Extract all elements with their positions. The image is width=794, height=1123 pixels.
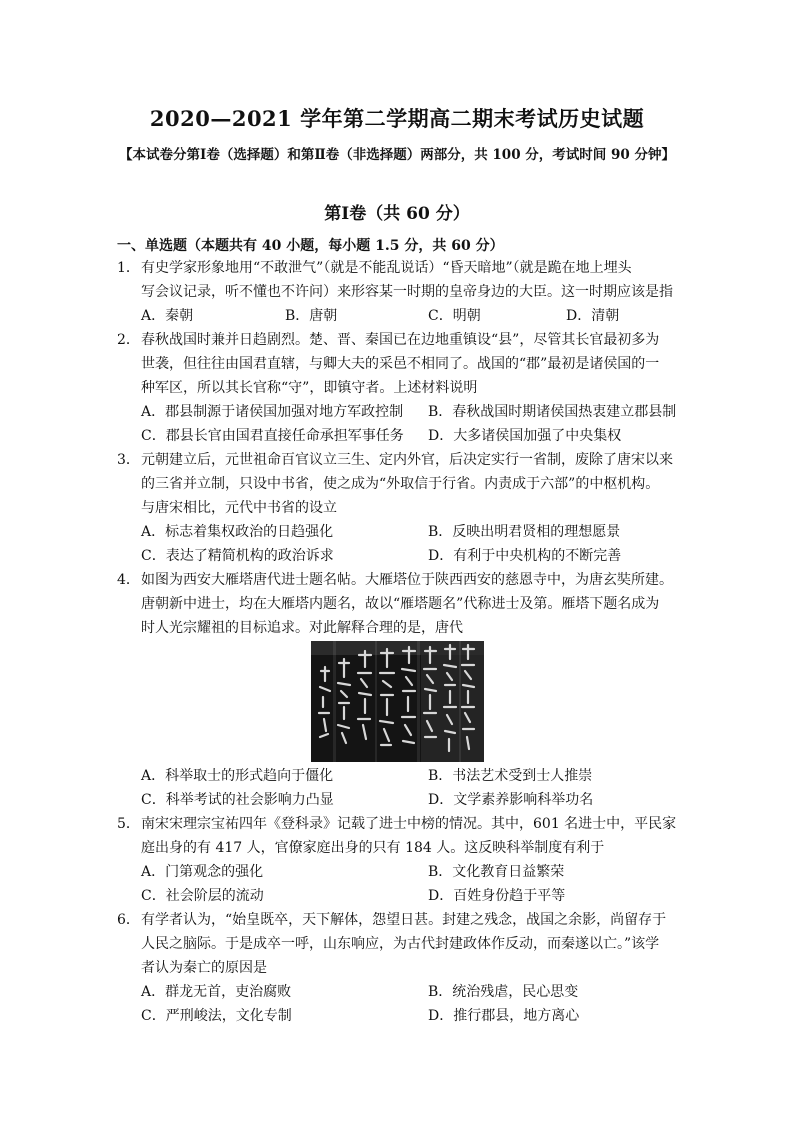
question-2-option-b[interactable]: B．春秋战国时期诸侯国热衷建立郡县制 xyxy=(428,404,677,420)
question-5-line-1 xyxy=(117,815,676,833)
question-6-line-1 xyxy=(117,911,666,929)
question-number: 5． xyxy=(117,816,140,832)
question-text: 有学者认为，“始皇既卒，天下解体，怨望日甚。封建之残念，战国之余影，尚留存于 xyxy=(141,912,667,928)
question-4-line-1 xyxy=(117,571,673,589)
question-3-option-d[interactable]: D．有利于中央机构的不断完善 xyxy=(428,548,622,564)
question-4-option-c[interactable]: C．科举考试的社会影响力凸显 xyxy=(141,792,334,808)
question-3-option-a[interactable]: A．标志着集权政治的日趋强化 xyxy=(141,524,334,540)
question-3-line-3: 与唐宋相比，元代中书省的设立 xyxy=(141,500,337,516)
question-6-line-3: 者认为秦亡的原因是 xyxy=(141,960,267,976)
part-title: 第Ⅰ卷（共 60 分） xyxy=(324,204,470,224)
question-1-option-d[interactable]: D．清朝 xyxy=(566,308,620,324)
question-3-line-1 xyxy=(117,451,673,469)
question-1-line-1 xyxy=(117,259,632,277)
question-6-option-b[interactable]: B．统治残虐，民心思变 xyxy=(428,984,579,1000)
question-5-option-c[interactable]: C．社会阶层的流动 xyxy=(141,888,264,904)
question-3-option-c[interactable]: C．表达了精简机构的政治诉求 xyxy=(141,548,334,564)
question-6-option-a[interactable]: A．群龙无首，吏治腐败 xyxy=(141,984,292,1000)
question-4-option-d[interactable]: D．文学素养影响科举功名 xyxy=(428,792,594,808)
question-1-line-2: 写会议记录，听不懂也不许问）来形容某一时期的皇帝身边的大臣。这一时期应该是指 xyxy=(141,284,673,300)
question-2-line-1 xyxy=(117,331,659,349)
question-4-line-3: 时人光宗耀祖的目标追求。对此解释合理的是，唐代 xyxy=(141,620,463,636)
question-2-option-d[interactable]: D．大多诸侯国加强了中央集权 xyxy=(428,428,622,444)
question-1-option-c[interactable]: C．明朝 xyxy=(428,308,481,324)
question-6-option-c[interactable]: C．严刑峻法，文化专制 xyxy=(141,1008,292,1024)
exam-subtitle: 【本试卷分第Ⅰ卷（选择题）和第Ⅱ卷（非选择题）两部分，共 100 分，考试时间 90 分钟】 xyxy=(119,147,675,163)
question-5-option-b[interactable]: B．文化教育日益繁荣 xyxy=(428,864,565,880)
question-text: 有史学家形象地用“不敢泄气”（就是不能乱说话）“昏天暗地”（就是跪在地上埋头 xyxy=(141,260,632,276)
question-5-line-2: 庭出身的有 417 人，官僚家庭出身的只有 184 人。这反映科举制度有利于 xyxy=(141,840,605,856)
question-text: 元朝建立后，元世祖命百官议立三生、定内外官，后决定实行一省制，废除了唐宋以来 xyxy=(141,452,673,468)
question-4-line-2: 唐朝新中进士，均在大雁塔内题名，故以“雁塔题名”代称进士及第。雁塔下题名成为 xyxy=(141,596,660,612)
question-number: 1． xyxy=(117,260,140,276)
question-6-line-2: 人民之脑际。于是成卒一呼，山东响应，为古代封建政体作反动，而秦遂以亡。”该学 xyxy=(141,936,660,952)
question-3-line-2: 的三省并立制，只设中书省，使之成为“外取信于行省。内责成于六部”的中枢机构。 xyxy=(141,476,660,492)
question-6-option-d[interactable]: D．推行郡县，地方离心 xyxy=(428,1008,580,1024)
question-1-option-b[interactable]: B．唐朝 xyxy=(285,308,338,324)
question-3-option-b[interactable]: B．反映出明君贤相的理想愿景 xyxy=(428,524,621,540)
exam-title: 2020—2021 学年第二学期高二期末考试历史试题 xyxy=(149,106,645,131)
question-2-option-c[interactable]: C．郡县长官由国君直接任命承担军事任务 xyxy=(141,428,404,444)
question-2-line-3: 种军区，所以其长官称“守”，即镇守者。上述材料说明 xyxy=(141,380,478,396)
question-number: 6． xyxy=(117,912,140,928)
question-4-option-a[interactable]: A．科举取士的形式趋向于僵化 xyxy=(141,768,334,784)
question-text: 南宋宋理宗宝祐四年《登科录》记载了进士中榜的情况。其中，601 名进士中，平民家 xyxy=(141,816,677,832)
question-number: 3． xyxy=(117,452,140,468)
question-text: 如图为西安大雁塔唐代进士题名帖。大雁塔位于陕西西安的慈恩寺中，为唐玄奘所建。 xyxy=(141,572,673,588)
question-1-option-a[interactable]: A．秦朝 xyxy=(141,308,194,324)
question-text: 春秋战国时兼并日趋剧烈。楚、晋、秦国已在边地重镇设“县”，尽管其长官最初多为 xyxy=(141,332,660,348)
question-5-option-a[interactable]: A．门第观念的强化 xyxy=(141,864,264,880)
section-title: 一、单选题（本题共有 40 小题，每小题 1.5 分，共 60 分） xyxy=(117,238,504,254)
question-number: 4． xyxy=(117,572,140,588)
question-5-option-d[interactable]: D．百姓身份趋于平等 xyxy=(428,888,566,904)
stele-inscription-photo xyxy=(311,641,484,762)
question-2-line-2: 世袭，但往往由国君直辖，与卿大夫的采邑不相同了。战国的“郡”最初是诸侯国的一 xyxy=(141,356,660,372)
question-2-option-a[interactable]: A．郡县制源于诸侯国加强对地方军政控制 xyxy=(141,404,404,420)
question-number: 2． xyxy=(117,332,140,348)
question-4-option-b[interactable]: B．书法艺术受到士人推崇 xyxy=(428,768,593,784)
